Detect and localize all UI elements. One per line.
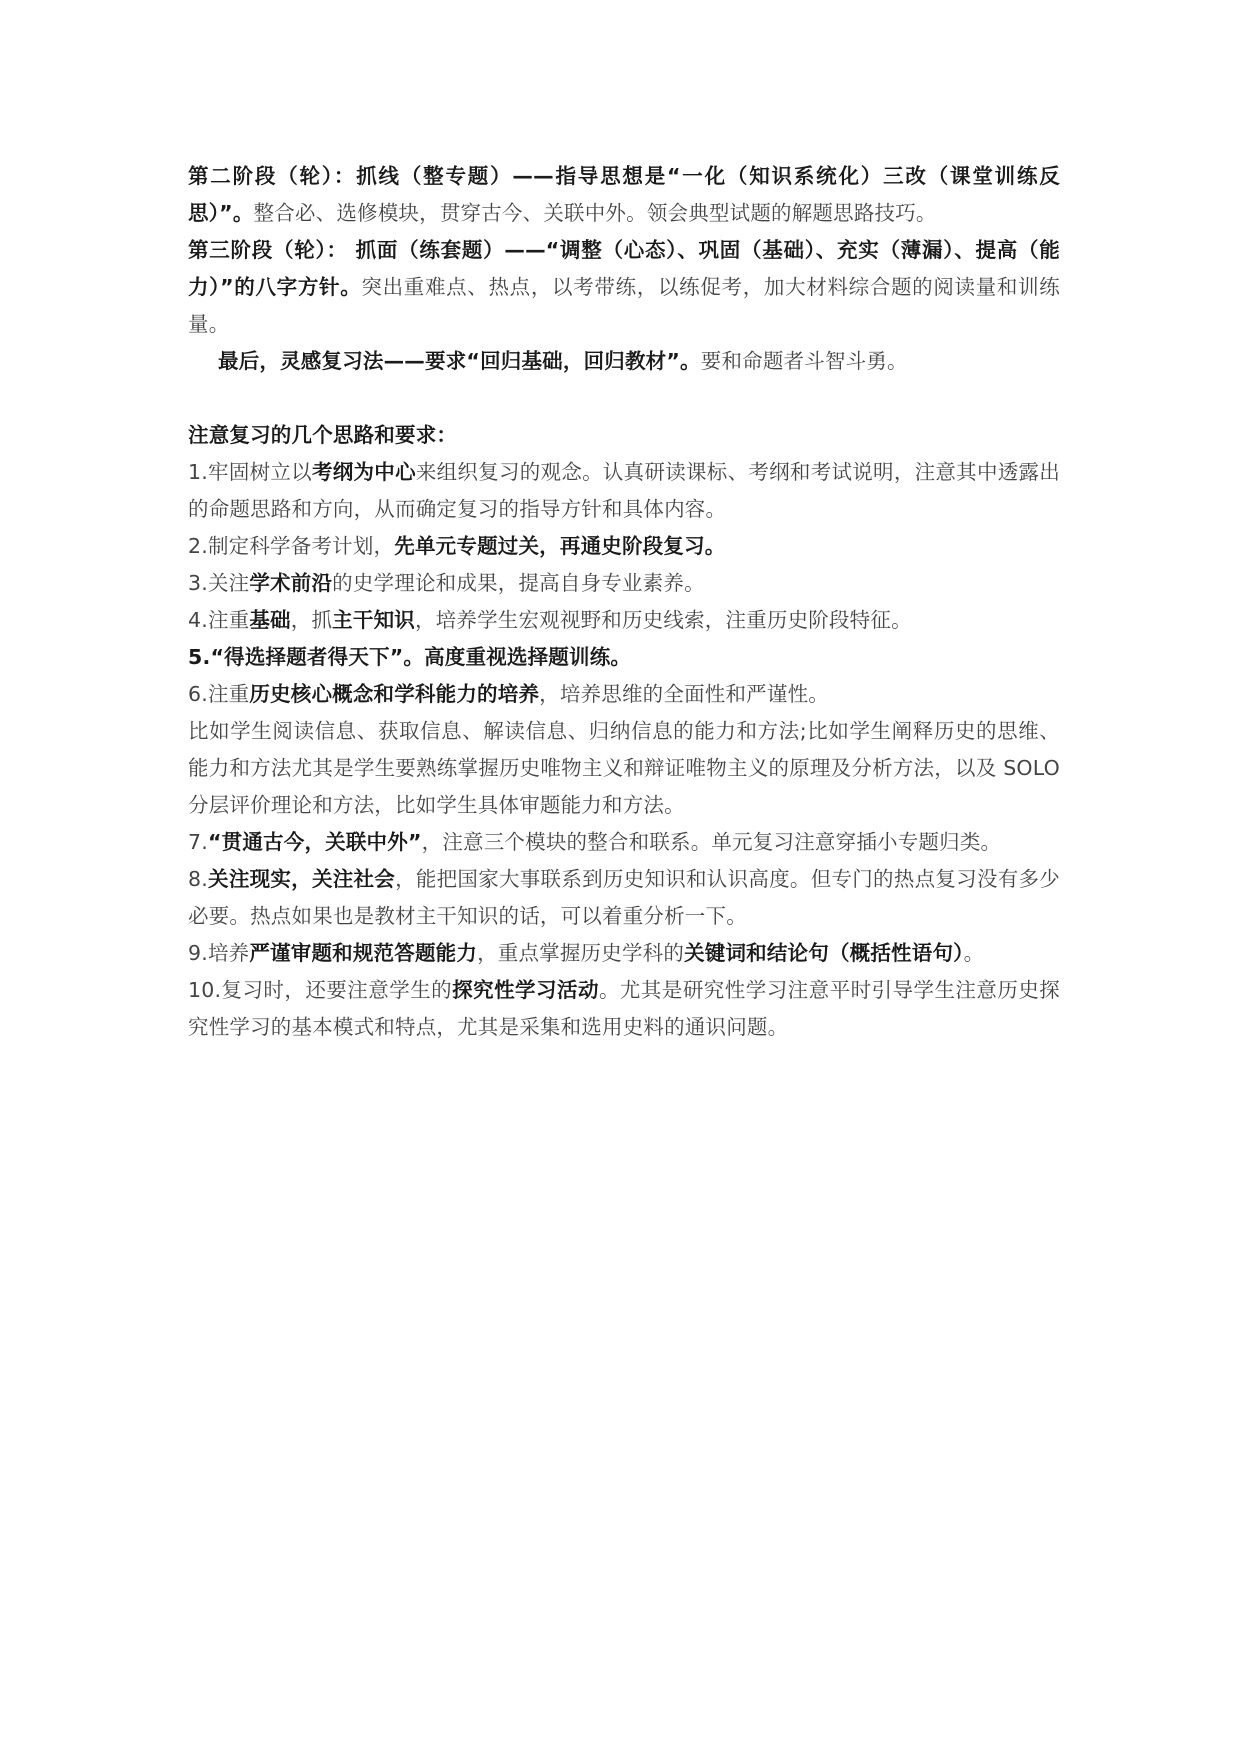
- item-6-bold: 历史核心概念和学科能力的培养: [249, 682, 540, 706]
- list-item-1: [188, 454, 1060, 528]
- item-4-text-e: ，培养学生宏观视野和历史线索，注重历史阶段特征。: [414, 608, 912, 632]
- document-page: [188, 158, 1060, 1046]
- item-9-text-e: 。: [963, 941, 985, 965]
- stage-two-text: 整合必、选修模块，贯穿古今、关联中外。领会典型试题的解题思路技巧。: [253, 201, 937, 225]
- stage-three-title: 第三阶段（轮）： 抓面（练套题）——“调整（心态）、巩固（基础）、充实（薄漏）、提高（能力）”的八字方针。: [188, 238, 1060, 299]
- list-item-10: [188, 972, 1060, 1046]
- list-item-5: [188, 639, 1060, 676]
- item-10-text-c: 。尤其是研究性学习注意平时引导学生注意历史探究性学习的基本模式和特点，尤其是采集和选用史料的通识问题。: [188, 978, 1060, 1039]
- list-item-6: [188, 676, 1060, 713]
- spacer: [188, 380, 1060, 417]
- item-4-bold-1: 基础: [249, 608, 291, 632]
- item-4-text-a: 4.注重: [188, 608, 250, 632]
- list-item-3: [188, 565, 1060, 602]
- item-6-text-c: ，培养思维的全面性和严谨性。: [539, 682, 829, 706]
- item-7-text-c: ，注意三个模块的整合和联系。单元复习注意穿插小专题归类。: [421, 830, 1002, 854]
- stage-two-title: 第二阶段（轮）：抓线（整专题）——指导思想是“一化（知识系统化）三改（课堂训练反思）”。: [188, 164, 1060, 225]
- item-8-bold: 关注现实，关注社会: [207, 867, 396, 891]
- item-5-bold: 5.“得选择题者得天下”。高度重视选择题训练。: [188, 645, 632, 669]
- section-heading: 注意复习的几个思路和要求：: [188, 423, 458, 447]
- item-10-text-a: 10.复习时，还要注意学生的: [188, 978, 453, 1002]
- list-item-7: [188, 824, 1060, 861]
- item-1-text-a: 1.牢固树立以: [188, 460, 312, 484]
- item-4-bold-2: 主干知识: [332, 608, 415, 632]
- item-1-bold: 考纲为中心: [311, 460, 416, 484]
- item-8-text-c: ，能把国家大事联系到历史知识和认识高度。但专门的热点复习没有多少必要。热点如果也是教材主干知识的话，可以着重分析一下。: [188, 867, 1060, 928]
- item-6-detail: 比如学生阅读信息、获取信息、解读信息、归纳信息的能力和方法;比如学生阐释历史的思维、能力和方法尤其是学生要熟练掌握历史唯物主义和辩证唯物主义的原理及分析方法，以及 SOLO 分层评价理论和方法，比如学生具体审题能力和方法。: [188, 719, 1060, 817]
- final-paragraph: [188, 343, 1060, 380]
- item-9-text-a: 9.培养: [188, 941, 250, 965]
- item-9-bold-1: 严谨审题和规范答题能力: [249, 941, 478, 965]
- item-3-text-c: 的史学理论和成果，提高自身专业素养。: [332, 571, 705, 595]
- item-1-text-c: 来组织复习的观念。认真研读课标、考纲和考试说明，注意其中透露出的命题思路和方向，从而确定复习的指导方针和具体内容。: [188, 460, 1060, 521]
- item-7-bold: “贯通古今，关联中外”: [207, 830, 422, 854]
- item-10-bold: 探究性学习活动: [452, 978, 599, 1002]
- list-item-2: [188, 528, 1060, 565]
- list-item-8: [188, 861, 1060, 935]
- item-7-text-a: 7.: [188, 830, 208, 854]
- stage-two-paragraph: [188, 158, 1060, 232]
- item-2-bold: 先单元专题过关，再通史阶段复习。: [394, 534, 726, 558]
- item-8-text-a: 8.: [188, 867, 208, 891]
- item-3-text-a: 3.关注: [188, 571, 250, 595]
- item-9-bold-2: 关键词和结论句（概括性语句）: [684, 941, 964, 965]
- final-text: 要和命题者斗智斗勇。: [700, 349, 908, 373]
- item-4-text-c: ，抓: [290, 608, 333, 632]
- item-3-bold: 学术前沿: [249, 571, 333, 595]
- item-6-text-a: 6.注重: [188, 682, 250, 706]
- final-title: 最后，灵感复习法——要求“回归基础，回归教材”。: [218, 349, 701, 373]
- list-item-9: [188, 935, 1060, 972]
- item-2-text-a: 2.制定科学备考计划，: [188, 534, 395, 558]
- item-9-text-c: ，重点掌握历史学科的: [477, 941, 685, 965]
- stage-three-paragraph: [188, 232, 1060, 343]
- stage-three-text: 突出重难点、热点，以考带练，以练促考，加大材料综合题的阅读量和训练量。: [188, 275, 1060, 336]
- list-item-4: [188, 602, 1060, 639]
